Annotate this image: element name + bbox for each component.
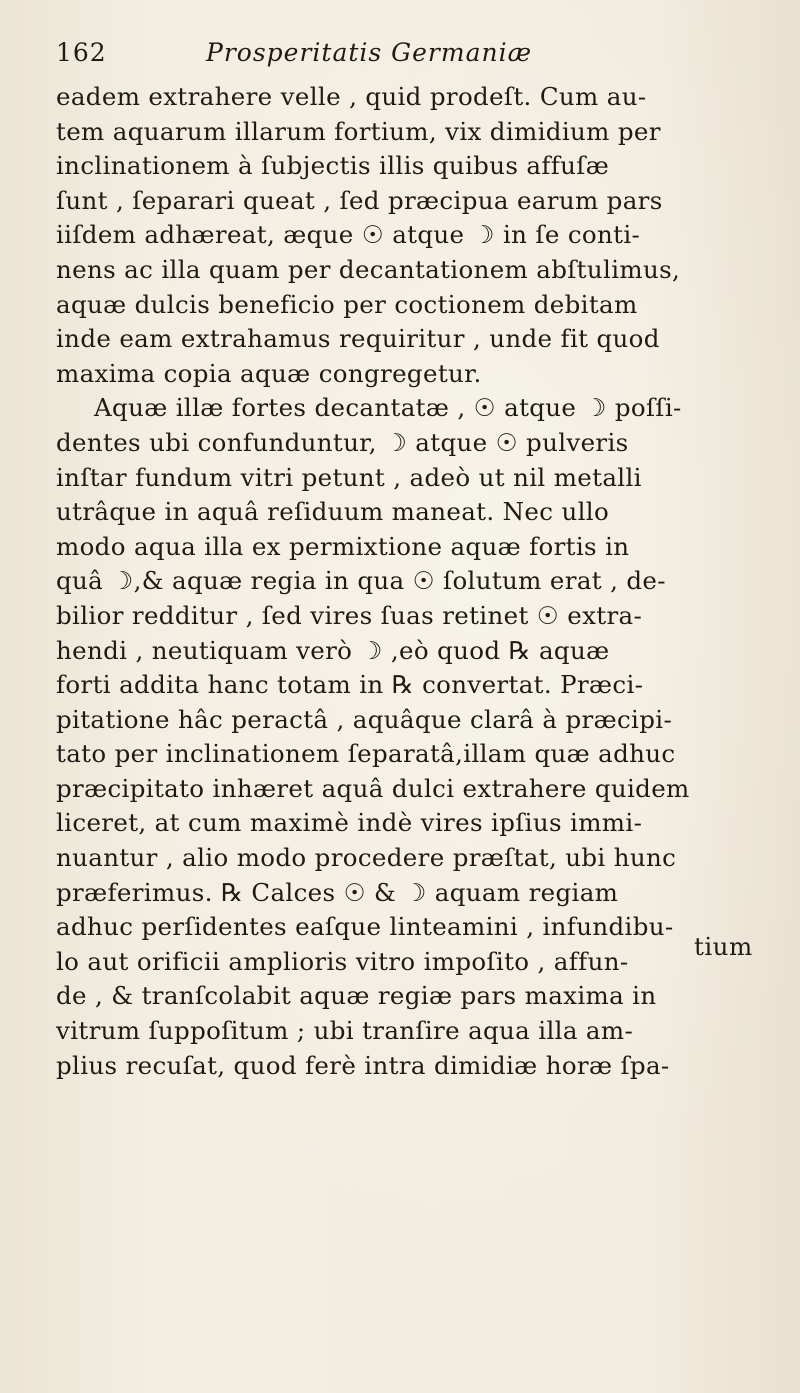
catchword: tium	[694, 932, 753, 961]
text-line: hendi , neutiquam verò ☽ ,eò quod ℞ aquæ	[56, 635, 610, 665]
text-line: inſtar fundum vitri petunt , adeò ut nil metalli	[56, 462, 642, 492]
text-line: plius recuſat, quod ferè intra dimidiæ horæ ſpa-	[56, 1050, 670, 1080]
text-line: inde eam extrahamus requiritur , unde fit quod	[56, 324, 660, 354]
text-line: maxima copia aquæ congregetur.	[56, 358, 482, 388]
text-line: eadem extrahere velle , quid prodeſt. Cum au-	[56, 82, 647, 111]
running-title: Prosperitatis Germaniæ	[206, 38, 533, 67]
text-line: præferimus. ℞ Calces ☉ & ☽ aquam regiam	[56, 877, 619, 907]
text-line: tato per inclinationem ſeparatâ,illam quæ adhuc	[56, 739, 676, 769]
text-line: dentes ubi confunduntur, ☽ atque ☉ pulveris	[56, 427, 629, 457]
text-line: aquæ dulcis beneficio per coctionem debitam	[56, 289, 638, 319]
text-line: pitatione hâc peractâ , aquâque clarâ à præcipi-	[56, 704, 673, 734]
page-header	[56, 38, 556, 78]
text-line: tem aquarum illarum fortium, vix dimidium per	[56, 116, 661, 146]
text-line: lo aut orificii amplioris vitro impoſito , affun-	[56, 946, 629, 976]
text-line: præcipitato inhæret aquâ dulci extrahere quidem	[56, 773, 690, 803]
text-line: inclinationem à ſubjectis illis quibus affuſæ	[56, 151, 610, 181]
text-line: forti addita hanc totam in ℞ convertat. Præci-	[56, 670, 644, 700]
text-line: quâ ☽,& aquæ regia in qua ☉ ſolutum erat , de-	[56, 566, 666, 596]
text-line: bilior redditur , ſed vires ſuas retinet ☉ extra-	[56, 600, 643, 630]
text-line: vitrum ſuppoſitum ; ubi tranſire aqua illa am-	[56, 1016, 634, 1046]
paragraph-start-line: Aquæ illæ fortes decantatæ , ☉ atque ☽ poſſi-	[94, 393, 682, 423]
text-line: utrâque in aquâ reſiduum maneat. Nec ullo	[56, 497, 610, 527]
text-line: modo aqua illa ex permixtione aquæ fortis in	[56, 531, 630, 561]
text-line: ſunt , ſeparari queat , ſed præcipua earum pars	[56, 185, 663, 215]
text-line: iiſdem adhæreat, æque ☉ atque ☽ in ſe conti-	[56, 220, 641, 250]
text-line: de , & tranſcolabit aquæ regiæ pars maxima in	[56, 981, 657, 1011]
text-line: adhuc perſidentes eaſque linteamini , infundibu-	[56, 912, 674, 942]
text-line: liceret, at cum maximè indè vires ipſius immi-	[56, 808, 643, 838]
body-text	[56, 80, 796, 1083]
page-number: 162	[56, 38, 107, 67]
text-line: nens ac illa quam per decantationem abſtulimus,	[56, 254, 681, 284]
text-line: nuantur , alio modo procedere præſtat, ubi hunc	[56, 843, 677, 873]
